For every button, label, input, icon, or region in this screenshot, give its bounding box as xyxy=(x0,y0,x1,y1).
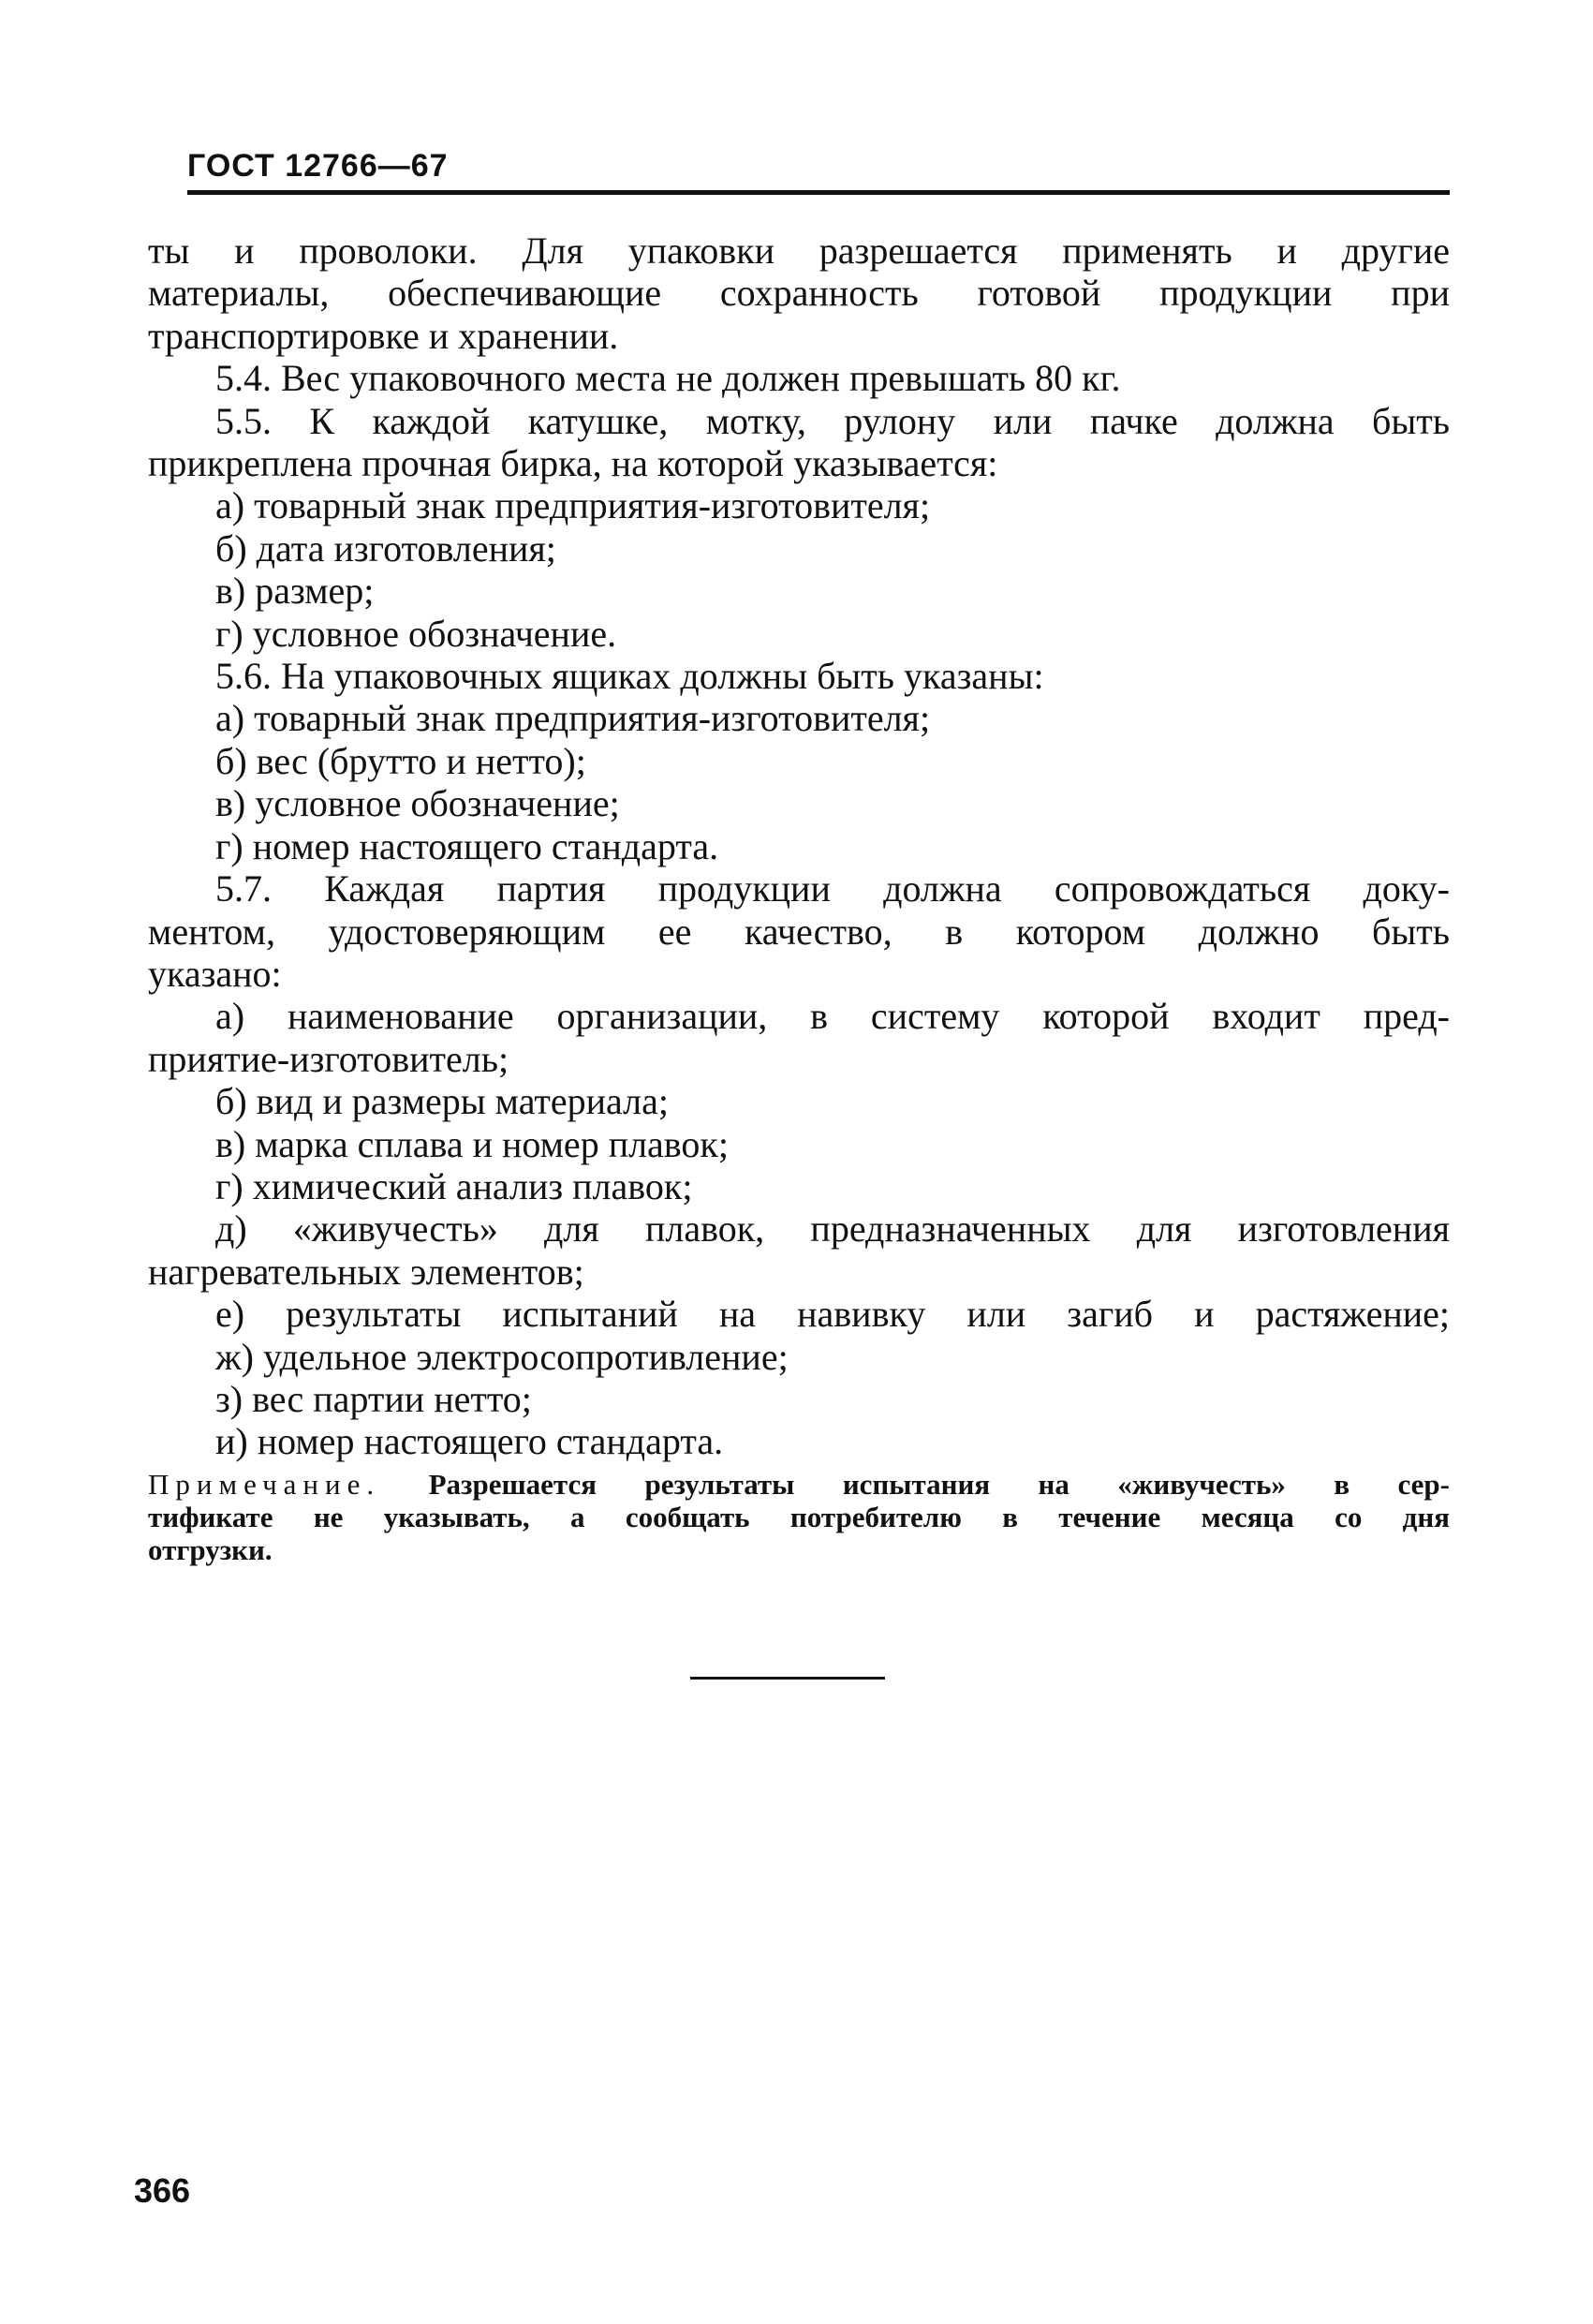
list-item: г) химический анализ плавок; xyxy=(215,1164,693,1207)
list-item: г) условное обозначение. xyxy=(215,612,617,655)
text-line: указано: xyxy=(148,952,282,995)
text-line: ты и проволоки. Для упаковки разрешается применять и другие xyxy=(148,229,1450,272)
clause-5-6: 5.6. На упаковочных ящиках должны быть указаны: xyxy=(215,655,1044,698)
header-rule xyxy=(187,190,1450,195)
list-item: а) наименование организации, в систему которой входит пред- xyxy=(215,995,1450,1038)
note-block xyxy=(148,1468,1450,1566)
text-line: материалы, обеспечивающие сохранность готовой продукции при xyxy=(148,272,1450,315)
list-item: а) товарный знак предприятия-изготовителя; xyxy=(215,484,931,527)
list-item: з) вес партии нетто; xyxy=(215,1377,532,1420)
note-line: тификате не указывать, а сообщать потребителю в течение месяца со дня xyxy=(148,1501,1450,1533)
note-line: отгрузки. xyxy=(148,1533,273,1566)
list-item: г) номер настоящего стандарта. xyxy=(215,824,719,867)
list-item: б) вес (брутто и нетто); xyxy=(215,739,586,782)
text-line: прикреплена прочная бирка, на которой указывается: xyxy=(148,442,998,485)
page-number: 366 xyxy=(134,2171,191,2210)
clause-5-4: 5.4. Вес упаковочного места не должен превышать 80 кг. xyxy=(215,357,1121,400)
clause-5-5: 5.5. К каждой катушке, мотку, рулону или пачке должна быть xyxy=(215,399,1450,442)
list-item: в) марка сплава и номер плавок; xyxy=(215,1122,729,1165)
list-item: б) вид и размеры материала; xyxy=(215,1080,669,1123)
text-line: транспортировке и хранении. xyxy=(148,314,619,357)
note-text: Разрешается результаты испытания на «живучесть» в сер- xyxy=(428,1468,1450,1501)
clause-5-7: 5.7. Каждая партия продукции должна сопровождаться доку- xyxy=(215,867,1450,910)
list-item: ж) удельное электросопротивление; xyxy=(215,1335,789,1378)
list-item: и) номер настоящего стандарта. xyxy=(215,1420,724,1463)
text-line: нагревательных элементов; xyxy=(148,1250,584,1293)
document-body xyxy=(148,229,1450,1463)
list-item: в) размер; xyxy=(215,570,375,613)
page-header: ГОСТ 12766—67 xyxy=(187,148,449,184)
list-item: е) результаты испытаний на навивку или загиб и растяжение; xyxy=(215,1293,1450,1336)
list-item: б) дата изготовления; xyxy=(215,526,556,570)
note-line xyxy=(148,1468,1450,1501)
end-rule xyxy=(690,1677,885,1680)
list-item: в) условное обозначение; xyxy=(215,782,620,825)
list-item: д) «живучесть» для плавок, предназначенных для изготовления xyxy=(215,1207,1450,1251)
text-line: приятие-изготовитель; xyxy=(148,1037,509,1080)
note-label: Примечание. xyxy=(148,1468,381,1501)
list-item: а) товарный знак предприятия-изготовителя; xyxy=(215,697,931,740)
text-line: ментом, удостоверяющим ее качество, в котором должно быть xyxy=(148,910,1450,953)
